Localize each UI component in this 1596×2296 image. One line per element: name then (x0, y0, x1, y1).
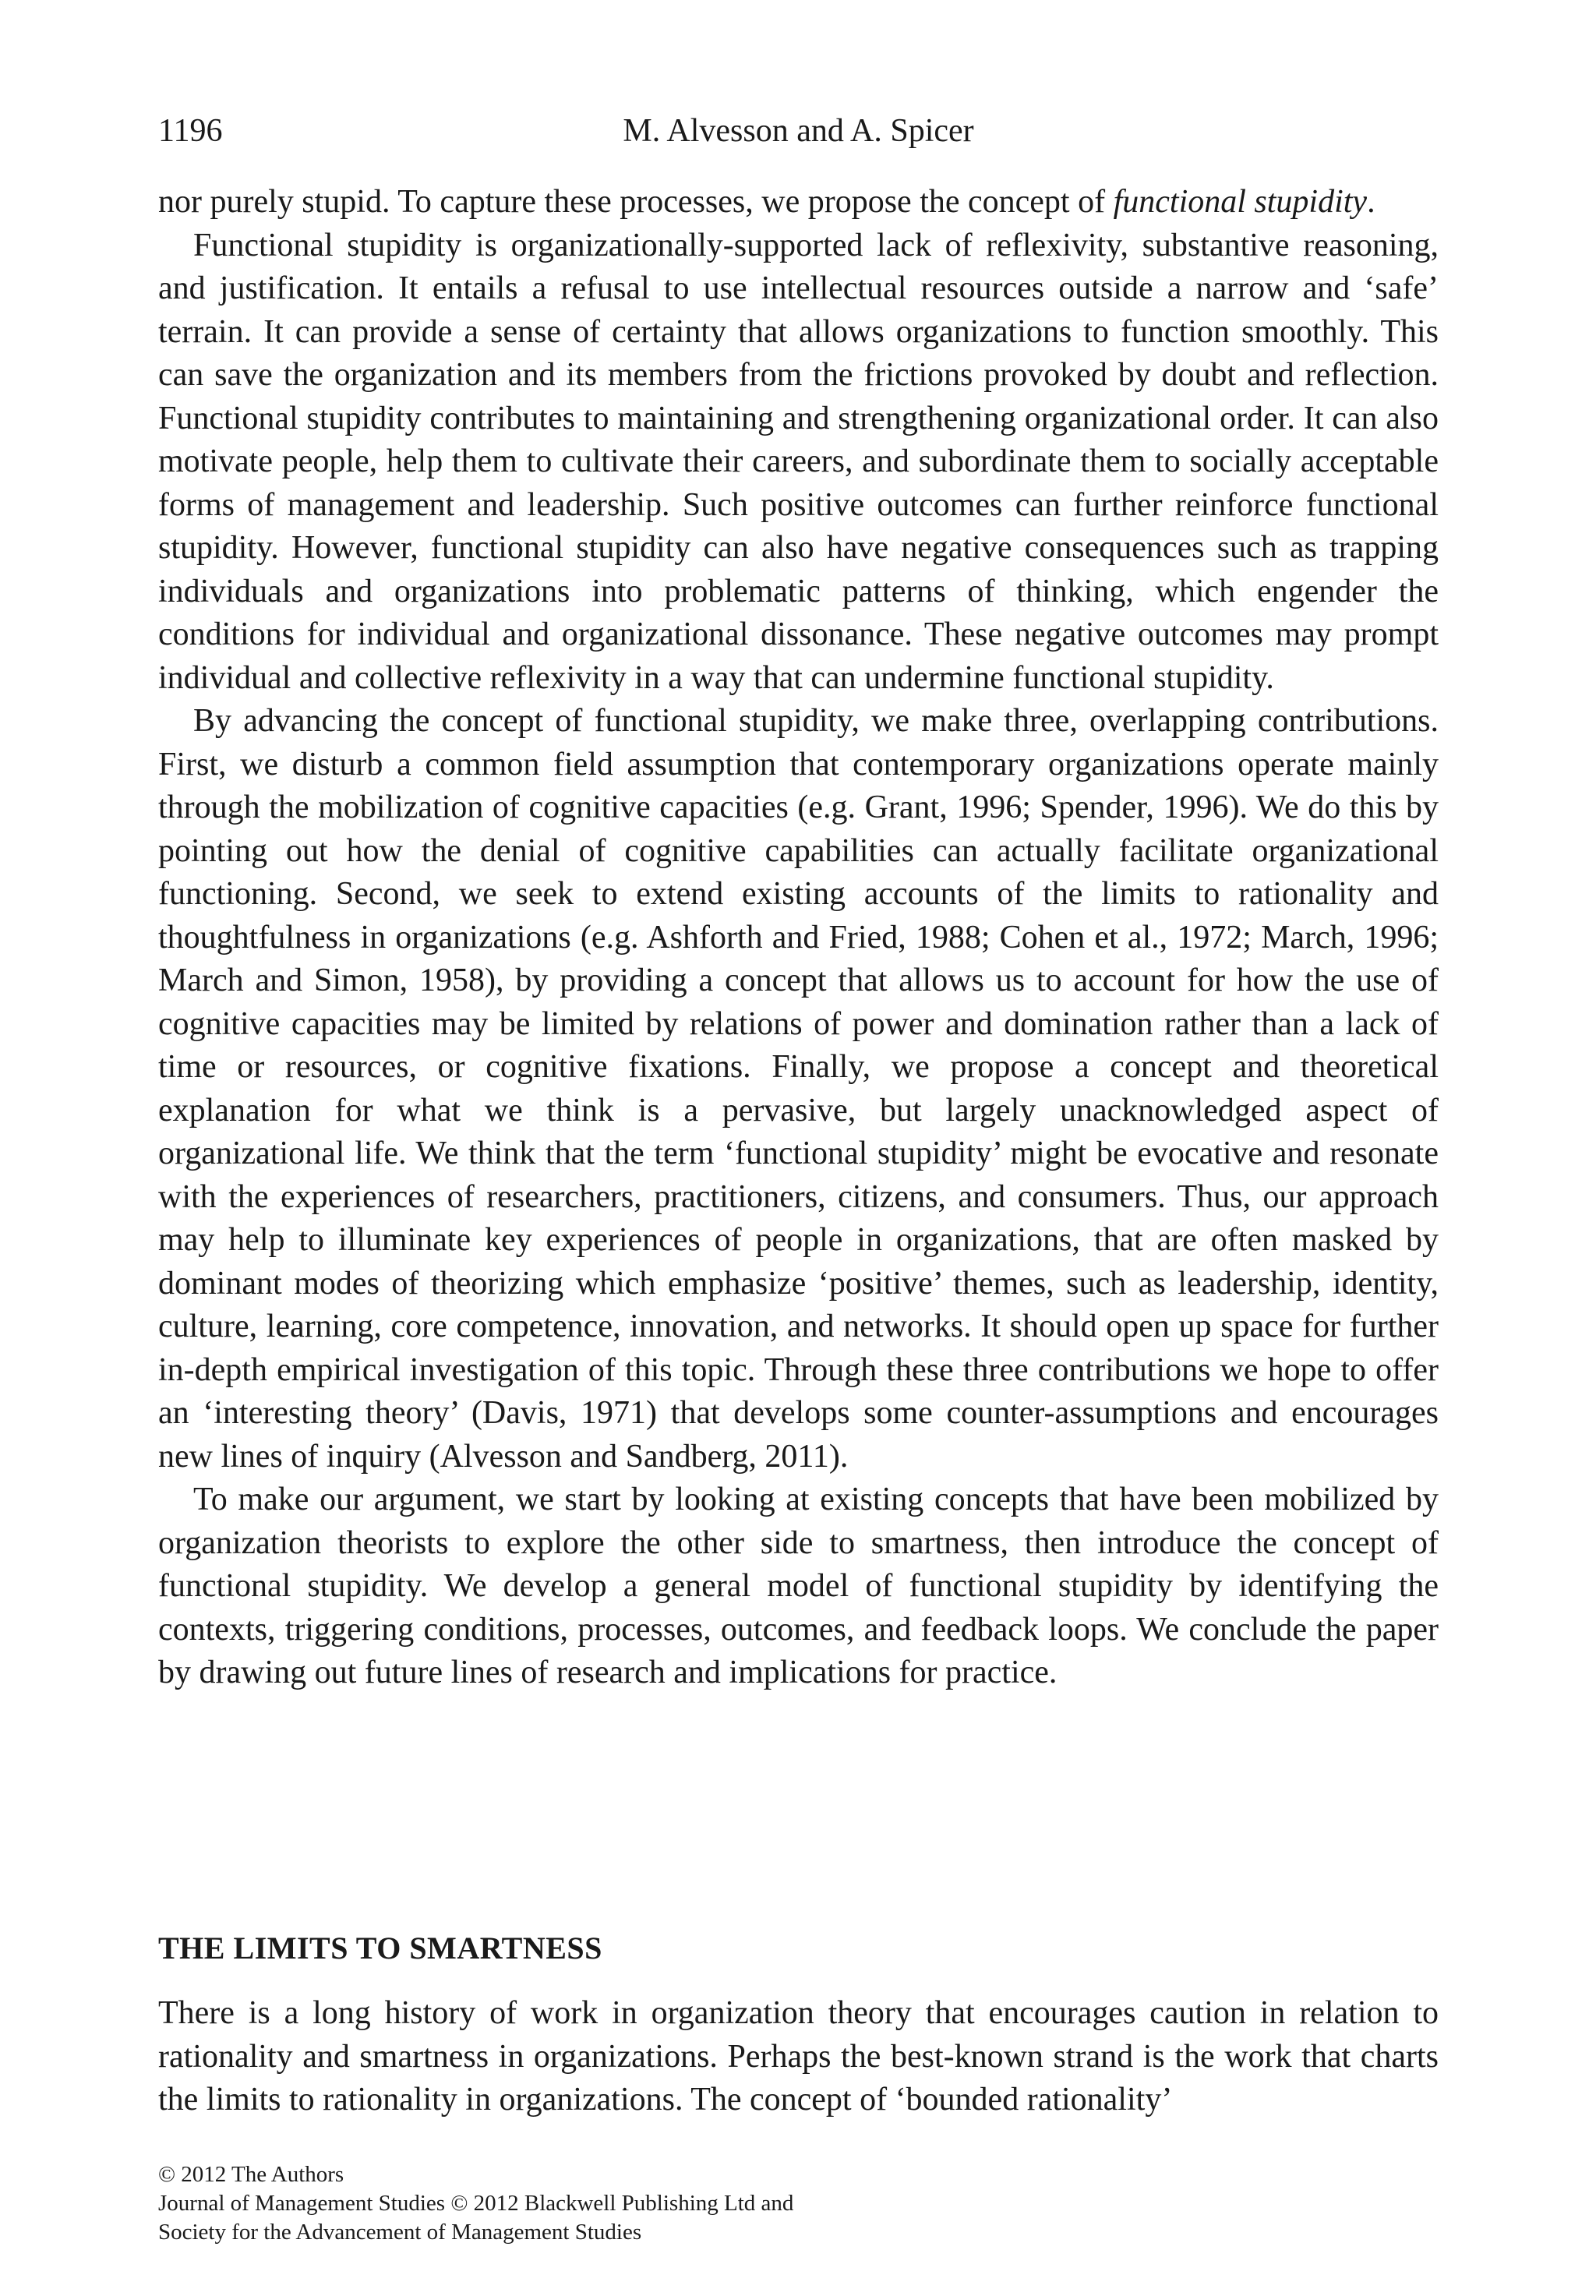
body-text (158, 181, 1439, 1695)
running-title: M. Alvesson and A. Spicer (623, 113, 974, 149)
paragraph-continuation-end: . (1367, 184, 1375, 220)
footer-society-line: Society for the Advancement of Management Studies (158, 2220, 642, 2245)
footer-copyright-line: © 2012 The Authors (158, 2162, 344, 2187)
running-head (158, 108, 1439, 154)
section-heading: THE LIMITS TO SMARTNESS (158, 1930, 602, 1966)
section-paragraph: There is a long history of work in organization theory that encourages caution in relation to rationality and smartness in organizations. Perhaps the best-known strand is the work that charts the limits to rationality in organizations. The concept of ‘bounded rationality’ (158, 1995, 1439, 2118)
paragraph-contributions: By advancing the concept of functional stupidity, we make three, overlapping contributions. First, we disturb a common field assumption that contemporary organizations operate mainly through the mobilization of cognitive capacities (e.g. Grant, 1996; Spender, 1996). We do this by pointing out how the denial of cognitive capabilities can actually facilitate organizational functioning. Second, we seek to extend existing accounts of the limits to rationality and thoughtfulness in organizations (e.g. Ashforth and Fried, 1988; Cohen et al., 1972; March, 1996; March and Simon, 1958), by providing a concept that allows us to account for how the use of cognitive capacities may be limited by relations of power and domination rather than a lack of time or resources, or cognitive fixations. Finally, we propose a concept and theoretical explanation for what we think is a pervasive, but largely unacknowledged aspect of organizational life. We think that the term ‘functional stupidity’ might be evocative and resonate with the experiences of researchers, practitioners, citizens, and consumers. Thus, our approach may help to illuminate key experiences of people in organizations, that are often masked by dominant modes of theorizing which emphasize ‘positive’ themes, such as leadership, identity, culture, learning, core competence, innovation, and networks. It should open up space for further in-depth empirical investigation of this topic. Through these three contributions we hope to offer an ‘interesting theory’ (Davis, 1971) that develops some counter-assumptions and encourages new lines of inquiry (Alvesson and Sandberg, 2011). (158, 703, 1439, 1475)
paragraph-continuation (158, 181, 1439, 224)
page (158, 0, 1439, 2296)
copyright-footer (158, 2160, 793, 2247)
page-number: 1196 (158, 113, 223, 149)
paragraph-definition: Functional stupidity is organizationally-supported lack of reflexivity, substantive reasoning, and justification. It entails a refusal to use intellectual resources outside a narrow and ‘safe’ terrain. It can provide a sense of certainty that allows organizations to function smoothly. This can save the organization and its members from the frictions provoked by doubt and reflection. Functional stupidity contributes to maintaining and strengthening organizational order. It can also motivate people, help them to cultivate their careers, and subordinate them to socially acceptable forms of management and leadership. Such positive outcomes can further reinforce functional stupidity. However, functional stupidity can also have negative consequences such as trapping individuals and organizations into problematic patterns of thinking, which engender the conditions for individual and organizational dissonance. These negative outcomes may prompt individual and collective reflexivity in a way that can undermine functional stupidity. (158, 227, 1439, 696)
paragraph-continuation-text: nor purely stupid. To capture these processes, we propose the concept of (158, 184, 1114, 220)
footer-journal-line: Journal of Management Studies © 2012 Blackwell Publishing Ltd and (158, 2191, 794, 2216)
concept-term: functional stupidity (1113, 184, 1368, 220)
paragraph-outline: To make our argument, we start by looking at existing concepts that have been mobilized by organization theorists to explore the other side to smartness, then introduce the concept of functional stupidity. We develop a general model of functional stupidity by identifying the contexts, triggering conditions, processes, outcomes, and feedback loops. We conclude the paper by drawing out future lines of research and implications for practice. (158, 1482, 1439, 1690)
